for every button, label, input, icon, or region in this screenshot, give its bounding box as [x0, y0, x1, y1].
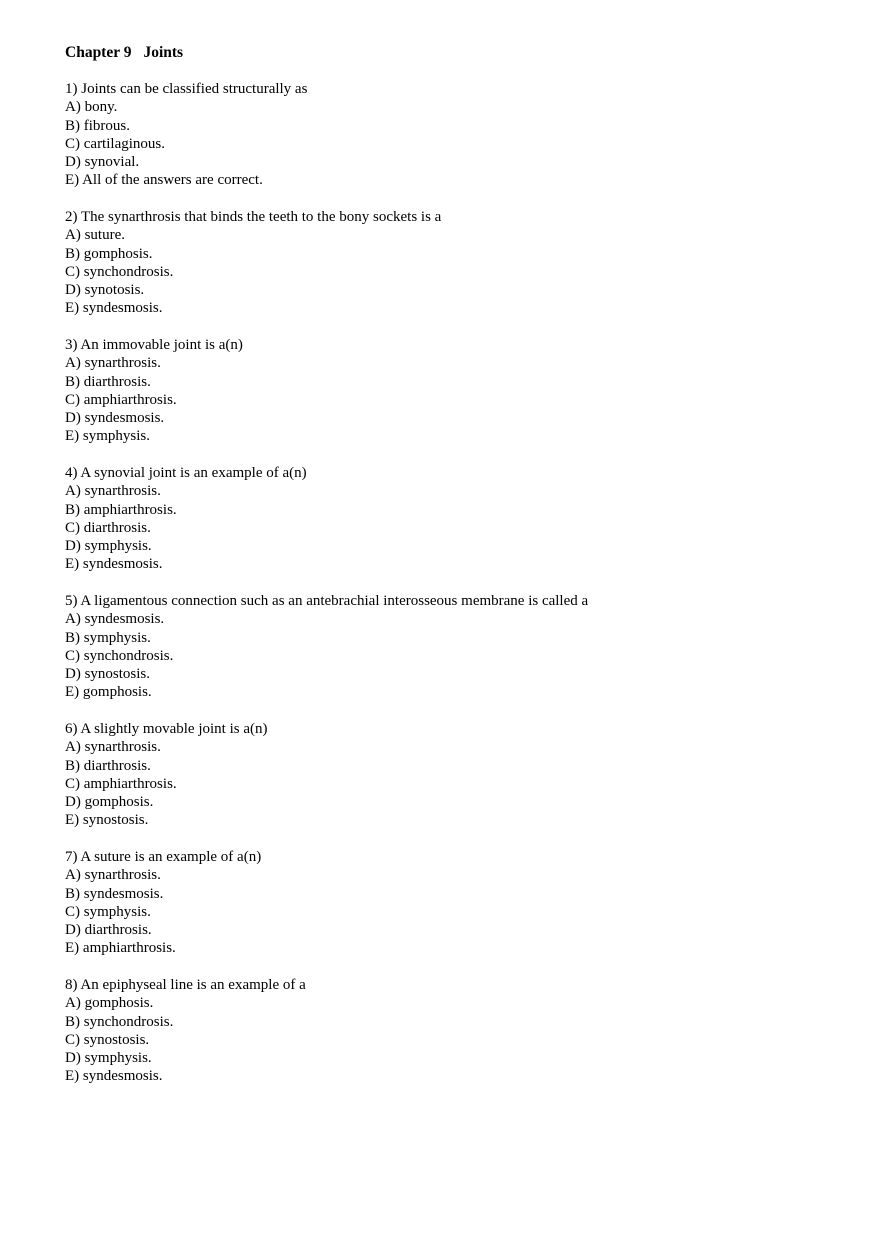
question-3	[65, 336, 855, 446]
answer-option: C) cartilaginous.	[65, 135, 165, 152]
chapter-title: Joints	[143, 44, 184, 61]
answer-option: D) synovial.	[65, 154, 140, 170]
answer-option: B) synchondrosis.	[65, 1013, 174, 1030]
question-1	[65, 80, 855, 190]
answer-option: D) symphysis.	[65, 538, 152, 554]
answer-option: B) amphiarthrosis.	[65, 501, 177, 518]
question-8	[65, 976, 855, 1086]
answer-option: E) gomphosis.	[65, 684, 152, 701]
answer-option: D) synostosis.	[65, 666, 151, 682]
answer-option: A) gomphosis.	[65, 995, 154, 1012]
answer-option: A) synarthrosis.	[65, 867, 161, 884]
chapter-number: Chapter 9	[65, 44, 132, 61]
answer-option: C) amphiarthrosis.	[65, 391, 177, 408]
question-stem: 3) An immovable joint is a(n)	[65, 337, 243, 353]
answer-option: B) fibrous.	[65, 117, 130, 134]
answer-option: A) bony.	[65, 99, 118, 116]
question-list	[65, 80, 855, 1086]
answer-option: E) All of the answers are correct.	[65, 172, 263, 189]
question-stem: 8) An epiphyseal line is an example of a	[65, 977, 306, 993]
answer-option: E) syndesmosis.	[65, 1068, 163, 1085]
question-4	[65, 464, 855, 574]
answer-option: B) diarthrosis.	[65, 757, 151, 774]
answer-option: C) synchondrosis.	[65, 647, 174, 664]
question-2	[65, 208, 855, 318]
answer-option: A) syndesmosis.	[65, 611, 165, 628]
answer-option: D) syndesmosis.	[65, 410, 165, 426]
answer-option: D) diarthrosis.	[65, 922, 152, 938]
question-stem: 2) The synarthrosis that binds the teeth to the bony sockets is a	[65, 209, 442, 225]
question-6	[65, 720, 855, 830]
answer-option: E) synostosis.	[65, 812, 149, 829]
question-5	[65, 592, 855, 702]
document-page	[65, 43, 855, 1104]
answer-option: C) synchondrosis.	[65, 263, 174, 280]
question-stem: 1) Joints can be classified structurally as	[65, 81, 308, 97]
question-stem: 5) A ligamentous connection such as an antebrachial interosseous membrane is called a	[65, 593, 589, 609]
question-stem: 7) A suture is an example of a(n)	[65, 849, 262, 865]
answer-option: B) symphysis.	[65, 629, 151, 646]
answer-option: D) symphysis.	[65, 1050, 152, 1066]
question-7	[65, 848, 855, 958]
answer-option: C) synostosis.	[65, 1031, 150, 1048]
answer-option: A) synarthrosis.	[65, 483, 161, 500]
answer-option: D) synotosis.	[65, 282, 145, 298]
question-stem: 4) A synovial joint is an example of a(n)	[65, 465, 307, 481]
answer-option: C) symphysis.	[65, 903, 151, 920]
answer-option: B) syndesmosis.	[65, 885, 164, 902]
answer-option: E) symphysis.	[65, 428, 151, 445]
answer-option: A) synarthrosis.	[65, 355, 161, 372]
answer-option: B) gomphosis.	[65, 245, 153, 262]
answer-option: E) amphiarthrosis.	[65, 940, 176, 957]
answer-option: A) suture.	[65, 227, 125, 244]
question-stem: 6) A slightly movable joint is a(n)	[65, 721, 268, 737]
answer-option: A) synarthrosis.	[65, 739, 161, 756]
answer-option: D) gomphosis.	[65, 794, 154, 810]
answer-option: B) diarthrosis.	[65, 373, 151, 390]
answer-option: C) amphiarthrosis.	[65, 775, 177, 792]
answer-option: E) syndesmosis.	[65, 556, 163, 573]
chapter-heading	[65, 43, 855, 63]
answer-option: E) syndesmosis.	[65, 300, 163, 317]
answer-option: C) diarthrosis.	[65, 519, 151, 536]
